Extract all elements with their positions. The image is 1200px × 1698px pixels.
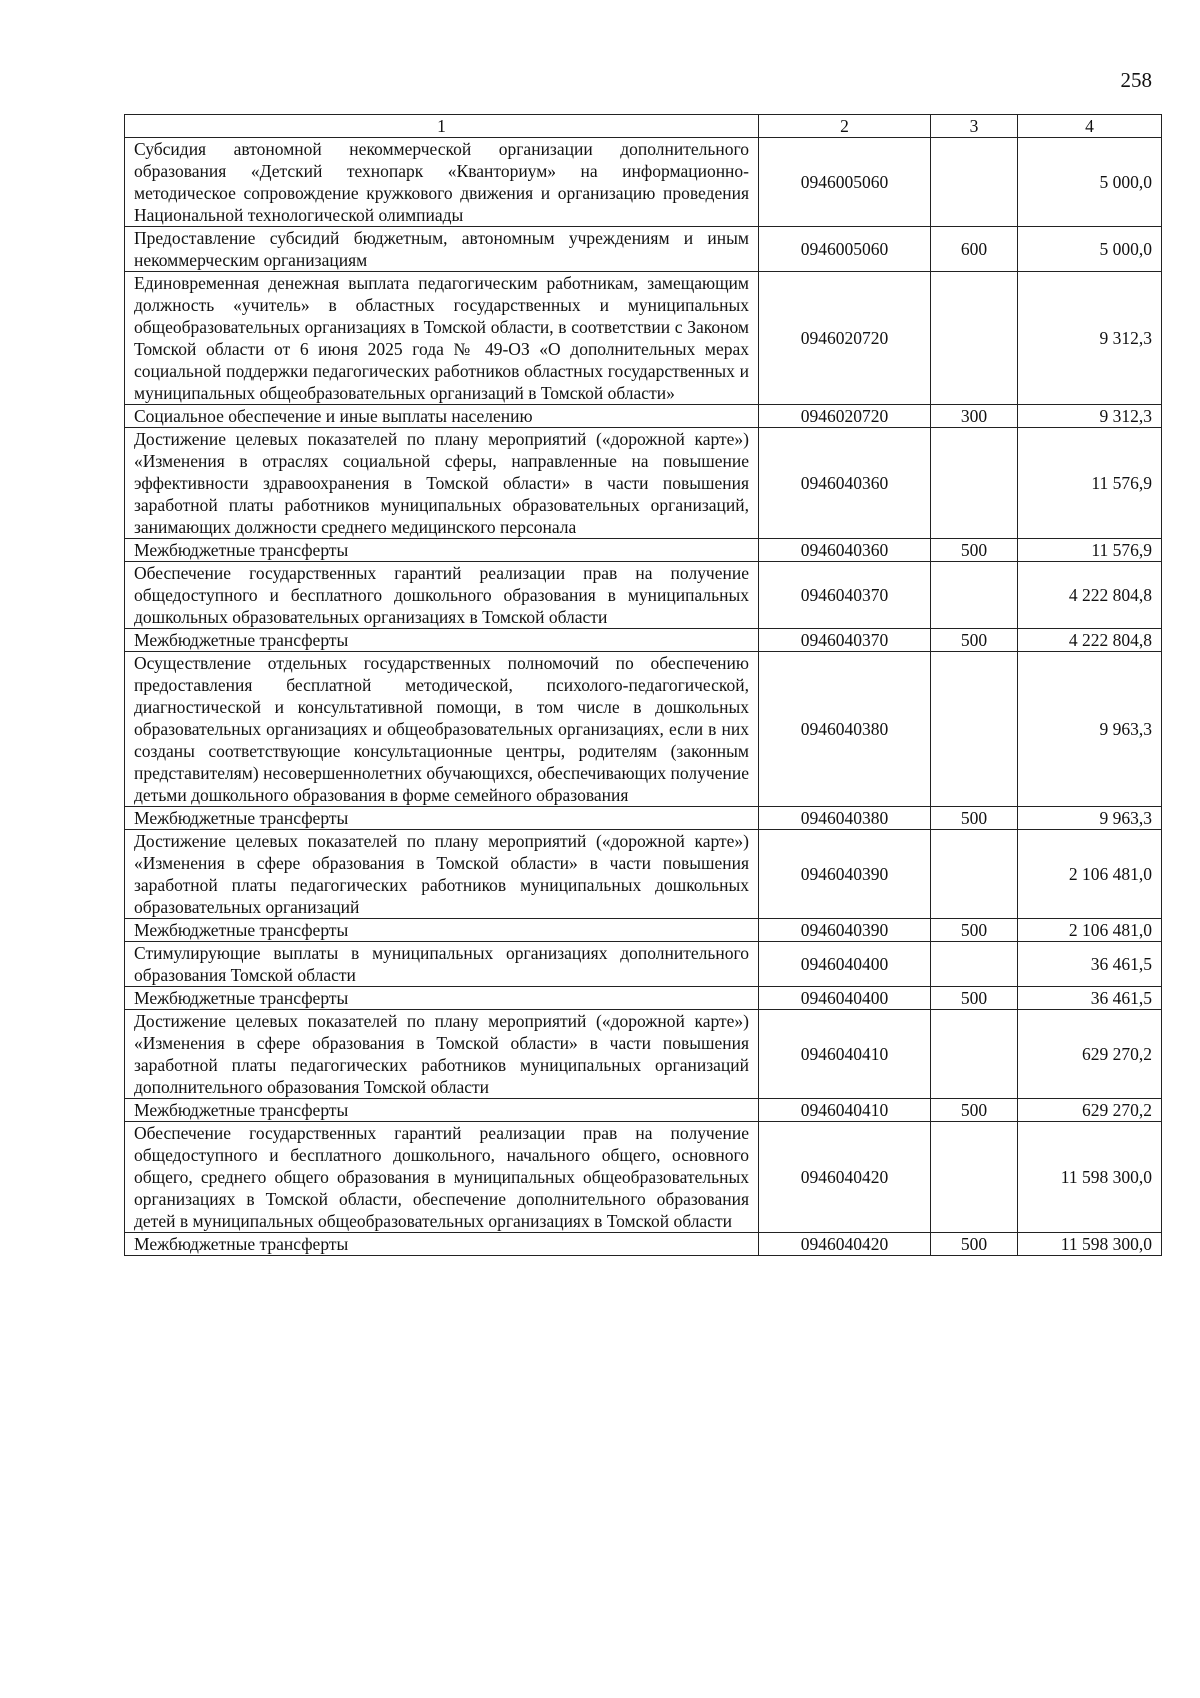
page-number: 258 [1120,68,1152,92]
row-target-code: 0946040380 [759,807,931,830]
row-expense-type [931,562,1018,629]
row-target-code: 0946040420 [759,1233,931,1256]
row-description: Единовременная денежная выплата педагогическим работникам, замещающим должность «учитель» в областных государственных и муниципальных общеобразовательных организациях в Томской области, в соответствии с Законом Томской области от 6 июня 2025 года № 49-ОЗ «О дополнительных мерах социальной поддержки педагогических работников областных государственных и муниципальных общеобразовательных организаций в Томской области» [125,272,759,405]
row-description: Обеспечение государственных гарантий реализации прав на получение общедоступного и бесплатного дошкольного, начального общего, основного общего, среднего общего образования в муниципальных общеобразовательных организациях в Томской области, обеспечение дополнительного образования детей в муниципальных общеобразовательных организациях в Томской области [125,1122,759,1233]
column-header-4: 4 [1018,115,1162,138]
row-amount: 11 576,9 [1018,428,1162,539]
table-row [125,1233,1162,1256]
row-expense-type [931,652,1018,807]
row-expense-type: 500 [931,919,1018,942]
row-amount: 9 963,3 [1018,652,1162,807]
row-expense-type: 500 [931,807,1018,830]
row-target-code: 0946040400 [759,942,931,987]
table-row [125,405,1162,428]
row-target-code: 0946005060 [759,227,931,272]
row-target-code: 0946020720 [759,405,931,428]
column-header-1: 1 [125,115,759,138]
table-row [125,629,1162,652]
table-row [125,562,1162,629]
row-amount: 4 222 804,8 [1018,629,1162,652]
row-amount: 11 598 300,0 [1018,1122,1162,1233]
row-amount: 9 312,3 [1018,405,1162,428]
row-expense-type [931,1122,1018,1233]
row-target-code: 0946040420 [759,1122,931,1233]
row-amount: 2 106 481,0 [1018,830,1162,919]
row-amount: 11 576,9 [1018,539,1162,562]
row-amount: 9 312,3 [1018,272,1162,405]
table-body [125,138,1162,1256]
row-expense-type: 500 [931,987,1018,1010]
table-row [125,1099,1162,1122]
row-description: Межбюджетные трансферты [125,539,759,562]
row-expense-type: 300 [931,405,1018,428]
row-target-code: 0946040370 [759,629,931,652]
row-target-code: 0946040410 [759,1099,931,1122]
row-description: Межбюджетные трансферты [125,1099,759,1122]
table-row [125,987,1162,1010]
row-expense-type: 500 [931,1099,1018,1122]
row-description: Осуществление отдельных государственных полномочий по обеспечению предоставления бесплатной методической, психолого-педагогической, диагностической и консультативной помощи, в том числе в дошкольных образовательных организациях и общеобразовательных организациях, если в них созданы соответствующие консультационные центры, родителям (законным представителям) несовершеннолетних обучающихся, обеспечивающих получение детьми дошкольного образования в форме семейного образования [125,652,759,807]
row-description: Межбюджетные трансферты [125,629,759,652]
row-description: Межбюджетные трансферты [125,987,759,1010]
table-row [125,807,1162,830]
row-amount: 2 106 481,0 [1018,919,1162,942]
row-expense-type [931,138,1018,227]
table-row [125,539,1162,562]
row-amount: 629 270,2 [1018,1099,1162,1122]
table-row [125,1010,1162,1099]
table-row [125,272,1162,405]
table-row [125,942,1162,987]
row-description: Межбюджетные трансферты [125,919,759,942]
row-expense-type: 500 [931,629,1018,652]
table-row [125,227,1162,272]
row-amount: 11 598 300,0 [1018,1233,1162,1256]
table-row [125,428,1162,539]
row-description: Стимулирующие выплаты в муниципальных организациях дополнительного образования Томской области [125,942,759,987]
row-description: Обеспечение государственных гарантий реализации прав на получение общедоступного и бесплатного дошкольного образования в муниципальных дошкольных образовательных организациях в Томской области [125,562,759,629]
row-expense-type: 500 [931,1233,1018,1256]
row-expense-type [931,428,1018,539]
row-expense-type [931,272,1018,405]
row-description: Межбюджетные трансферты [125,1233,759,1256]
table-row [125,138,1162,227]
row-description: Достижение целевых показателей по плану мероприятий («дорожной карте») «Изменения в сфере образования в Томской области» в части повышения заработной платы педагогических работников муниципальных организаций дополнительного образования Томской области [125,1010,759,1099]
row-amount: 629 270,2 [1018,1010,1162,1099]
row-expense-type: 500 [931,539,1018,562]
row-target-code: 0946040390 [759,919,931,942]
row-amount: 36 461,5 [1018,987,1162,1010]
table-row [125,919,1162,942]
row-expense-type: 600 [931,227,1018,272]
row-amount: 5 000,0 [1018,138,1162,227]
column-header-3: 3 [931,115,1018,138]
row-description: Достижение целевых показателей по плану мероприятий («дорожной карте») «Изменения в отраслях социальной сферы, направленные на повышение эффективности здравоохранения в Томской области» в части повышения заработной платы работников муниципальных образовательных организаций, занимающих должности среднего медицинского персонала [125,428,759,539]
table-header-row [125,115,1162,138]
row-target-code: 0946005060 [759,138,931,227]
row-description: Социальное обеспечение и иные выплаты населению [125,405,759,428]
row-amount: 9 963,3 [1018,807,1162,830]
row-target-code: 0946040400 [759,987,931,1010]
budget-table [124,114,1162,1256]
row-target-code: 0946040410 [759,1010,931,1099]
row-target-code: 0946040380 [759,652,931,807]
row-expense-type [931,942,1018,987]
row-target-code: 0946040370 [759,562,931,629]
row-description: Субсидия автономной некоммерческой организации дополнительного образования «Детский технопарк «Кванториум» на информационно-методическое сопровождение кружкового движения и организацию проведения Национальной технологической олимпиады [125,138,759,227]
row-target-code: 0946020720 [759,272,931,405]
row-target-code: 0946040360 [759,428,931,539]
row-target-code: 0946040360 [759,539,931,562]
table-row [125,652,1162,807]
table-row [125,830,1162,919]
row-amount: 4 222 804,8 [1018,562,1162,629]
row-target-code: 0946040390 [759,830,931,919]
row-amount: 36 461,5 [1018,942,1162,987]
row-description: Предоставление субсидий бюджетным, автономным учреждениям и иным некоммерческим организациям [125,227,759,272]
row-description: Межбюджетные трансферты [125,807,759,830]
column-header-2: 2 [759,115,931,138]
row-amount: 5 000,0 [1018,227,1162,272]
table-row [125,1122,1162,1233]
row-expense-type [931,830,1018,919]
row-expense-type [931,1010,1018,1099]
row-description: Достижение целевых показателей по плану мероприятий («дорожной карте») «Изменения в сфере образования в Томской области» в части повышения заработной платы педагогических работников муниципальных дошкольных образовательных организаций [125,830,759,919]
